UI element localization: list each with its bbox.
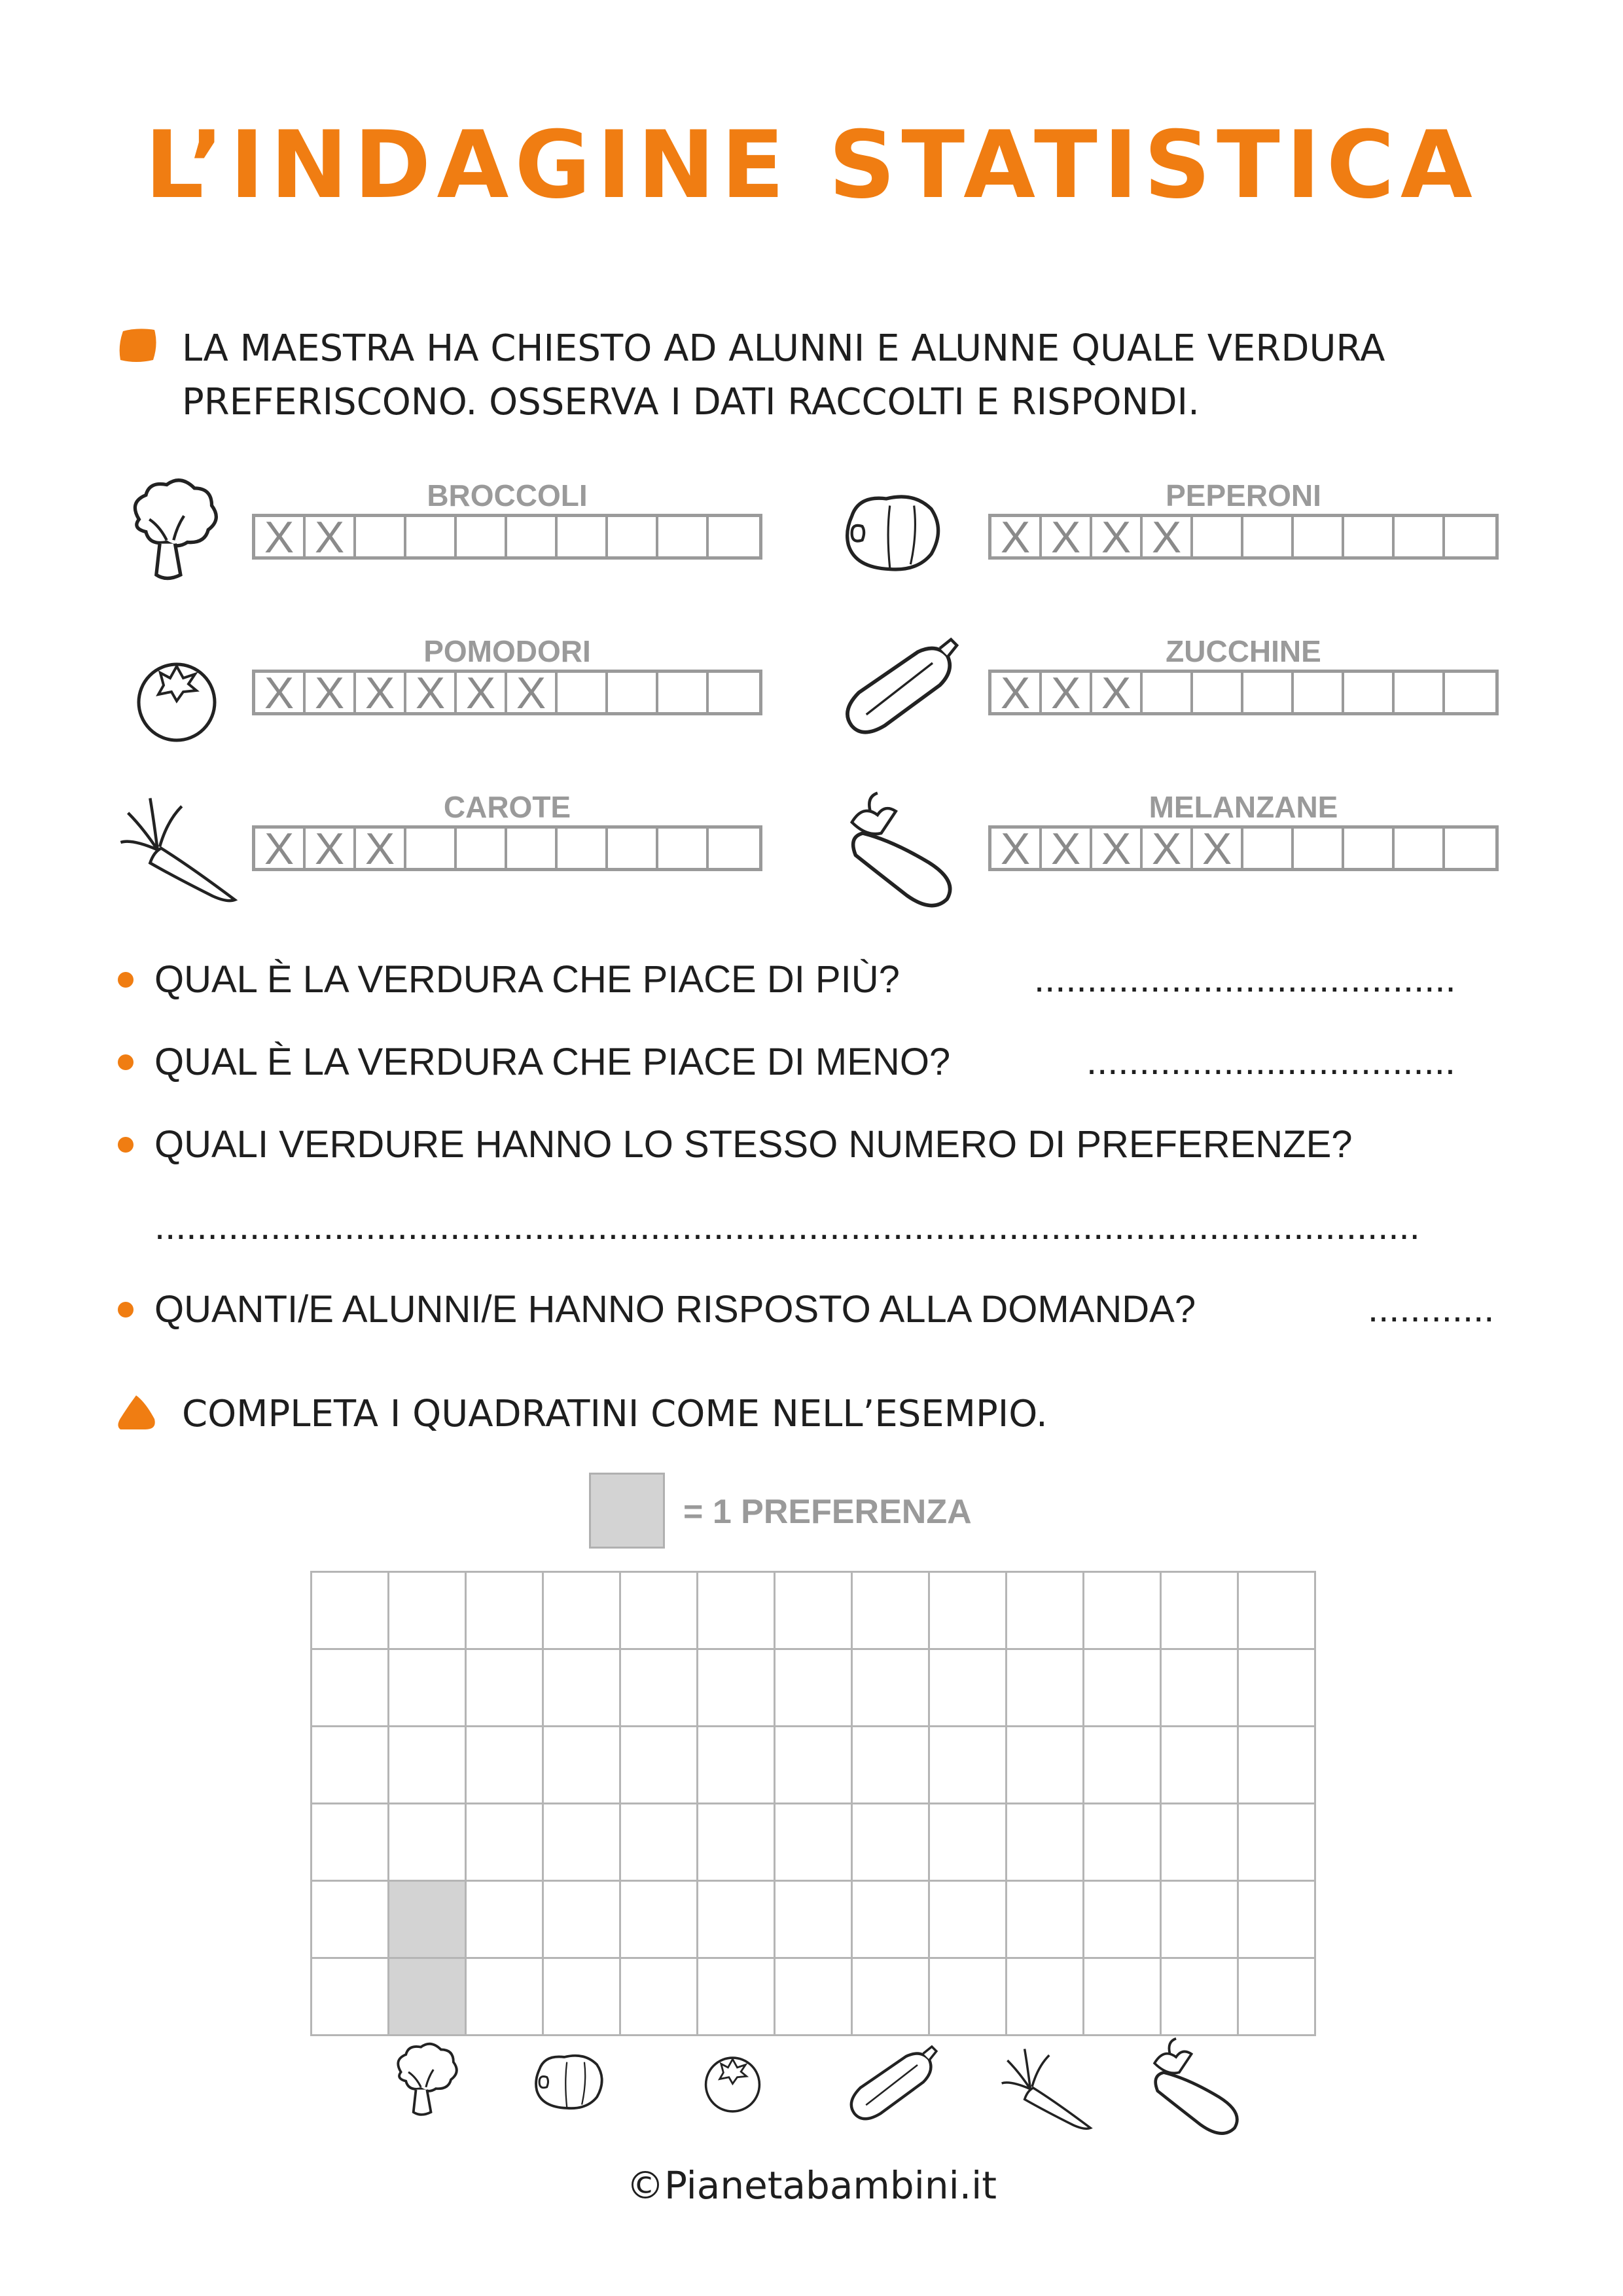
tally-cell[interactable] [608, 517, 658, 556]
grid-cell[interactable] [1084, 1804, 1162, 1882]
question-text: QUANTI/E ALUNNI/E HANNO RISPOSTO ALLA DOMANDA? [154, 1288, 1196, 1331]
grid-cell[interactable] [621, 1804, 698, 1882]
question-text: QUALI VERDURE HANNO LO STESSO NUMERO DI PREFERENZE? [154, 1123, 1353, 1166]
tally-cell[interactable]: X [991, 517, 1042, 556]
grid-cell[interactable] [698, 1650, 776, 1727]
grid-cell[interactable] [389, 1727, 467, 1804]
grid-cell[interactable] [621, 1727, 698, 1804]
veg-label: ZUCCHINE [1166, 634, 1321, 668]
grid-cell[interactable] [1007, 1650, 1084, 1727]
tally-cell[interactable] [1193, 673, 1243, 712]
grid-cell[interactable] [467, 1573, 544, 1650]
tally-cell[interactable]: X [255, 829, 306, 868]
bar-grid [310, 1571, 1316, 2036]
grid-cell[interactable] [853, 1650, 930, 1727]
tally-cell[interactable] [1193, 517, 1243, 556]
tally-cell[interactable] [406, 517, 457, 556]
question-text: QUAL È LA VERDURA CHE PIACE DI MENO? [154, 1041, 951, 1083]
grid-cell[interactable] [621, 1650, 698, 1727]
tally-cell[interactable]: X [1092, 829, 1143, 868]
carrot-icon [111, 789, 255, 907]
tally-cell[interactable] [1294, 517, 1344, 556]
grid-cell[interactable] [312, 1727, 389, 1804]
grid-cell[interactable] [389, 1804, 467, 1882]
grid-cell[interactable] [853, 1727, 930, 1804]
grid-cell[interactable] [1084, 1650, 1162, 1727]
grid-cell[interactable] [698, 1573, 776, 1650]
grid-cell[interactable] [776, 1804, 853, 1882]
tally-cell[interactable] [558, 829, 608, 868]
grid-cell[interactable] [1162, 1959, 1239, 2036]
section-marker-icon [116, 1393, 158, 1432]
grid-cell[interactable] [312, 1882, 389, 1959]
tally-cell[interactable]: X [1092, 673, 1143, 712]
grid-cell[interactable] [930, 1959, 1007, 2036]
answer-line[interactable]: ........................................................................................................................ [154, 1205, 1420, 1247]
tally-cell[interactable] [1445, 517, 1495, 556]
instruction-line-1: LA MAESTRA HA CHIESTO AD ALUNNI E ALUNNE QUALE VERDURA [182, 327, 1385, 370]
grid-cell[interactable] [389, 1959, 467, 2036]
tomato-icon [696, 2045, 774, 2124]
grid-cell[interactable] [544, 1573, 621, 1650]
broccoli-icon [111, 478, 229, 596]
tally-cell[interactable]: X [1143, 517, 1193, 556]
tally-cell[interactable] [709, 517, 759, 556]
tally-cell[interactable]: X [1143, 829, 1193, 868]
tally-cell[interactable]: X [306, 517, 356, 556]
grid-cell[interactable] [776, 1573, 853, 1650]
grid-cell[interactable] [1084, 1727, 1162, 1804]
grid-cell[interactable] [698, 1882, 776, 1959]
grid-cell[interactable] [853, 1882, 930, 1959]
grid-cell[interactable] [1007, 1959, 1084, 2036]
question-text: QUAL È LA VERDURA CHE PIACE DI PIÙ? [154, 958, 900, 1001]
grid-cell[interactable] [1084, 1959, 1162, 2036]
grid-cell[interactable] [853, 1573, 930, 1650]
tally-cell[interactable] [1395, 517, 1445, 556]
grid-cell[interactable] [853, 1959, 930, 2036]
tally-cell[interactable] [1445, 673, 1495, 712]
eggplant-icon [1142, 2036, 1253, 2140]
tally-cell[interactable] [1395, 829, 1445, 868]
veg-label: PEPERONI [1166, 478, 1321, 512]
grid-cell[interactable] [1084, 1882, 1162, 1959]
tally-cell[interactable] [658, 673, 709, 712]
tally-cell[interactable]: X [1042, 673, 1092, 712]
grid-cell[interactable] [930, 1804, 1007, 1882]
grid-cell[interactable] [1239, 1573, 1316, 1650]
tally-cell[interactable] [1294, 829, 1344, 868]
broccoli-icon [381, 2042, 466, 2127]
tally-cell[interactable] [558, 517, 608, 556]
grid-cell[interactable] [1162, 1650, 1239, 1727]
tally-cell[interactable] [709, 673, 759, 712]
tally-cell[interactable]: X [991, 829, 1042, 868]
tally-cell[interactable] [1243, 673, 1294, 712]
zucchini-icon [839, 2042, 950, 2134]
grid-cell[interactable] [1007, 1882, 1084, 1959]
grid-cell[interactable] [776, 1882, 853, 1959]
tally-melanzane [988, 824, 1499, 874]
tally-cell[interactable]: X [1042, 829, 1092, 868]
bullet-icon [118, 1054, 134, 1070]
tally-cell[interactable]: X [1042, 517, 1092, 556]
tally-cell[interactable] [457, 517, 507, 556]
tally-cell[interactable]: X [356, 673, 406, 712]
tally-cell[interactable] [709, 829, 759, 868]
grid-cell[interactable] [930, 1727, 1007, 1804]
tally-cell[interactable]: X [356, 829, 406, 868]
answer-line[interactable]: ................................... [1086, 1040, 1455, 1083]
grid-cell[interactable] [389, 1882, 467, 1959]
grid-cell[interactable] [776, 1727, 853, 1804]
tally-cell[interactable] [507, 829, 558, 868]
legend-square [589, 1473, 665, 1549]
tally-cell[interactable] [558, 673, 608, 712]
tally-cell[interactable]: X [991, 673, 1042, 712]
instruction-line-2: PREFERISCONO. OSSERVA I DATI RACCOLTI E RISPONDI. [182, 381, 1200, 423]
tally-cell[interactable] [1445, 829, 1495, 868]
grid-cell[interactable] [853, 1804, 930, 1882]
instruction-complete: COMPLETA I QUADRATINI COME NELL’ESEMPIO. [182, 1393, 1048, 1435]
tally-cell[interactable] [1344, 517, 1395, 556]
grid-cell[interactable] [389, 1573, 467, 1650]
grid-cell[interactable] [467, 1650, 544, 1727]
tally-cell[interactable] [356, 517, 406, 556]
grid-cell[interactable] [621, 1573, 698, 1650]
grid-cell[interactable] [621, 1959, 698, 2036]
grid-cell[interactable] [1084, 1573, 1162, 1650]
tally-cell[interactable] [1344, 673, 1395, 712]
grid-cell[interactable] [1162, 1727, 1239, 1804]
grid-cell[interactable] [467, 1882, 544, 1959]
grid-cell[interactable] [621, 1882, 698, 1959]
bullet-icon [118, 1302, 134, 1318]
grid-cell[interactable] [389, 1650, 467, 1727]
tally-cell[interactable]: X [255, 517, 306, 556]
grid-cell[interactable] [467, 1804, 544, 1882]
tally-cell[interactable] [1294, 673, 1344, 712]
grid-cell[interactable] [1239, 1804, 1316, 1882]
tally-cell[interactable]: X [406, 673, 457, 712]
grid-cell[interactable] [698, 1727, 776, 1804]
tally-cell[interactable] [1243, 829, 1294, 868]
grid-cell[interactable] [1239, 1959, 1316, 2036]
grid-cell[interactable] [544, 1882, 621, 1959]
grid-cell[interactable] [1162, 1573, 1239, 1650]
grid-cell[interactable] [776, 1650, 853, 1727]
tally-cell[interactable]: X [1193, 829, 1243, 868]
tally-cell[interactable] [1395, 673, 1445, 712]
tally-cell[interactable] [608, 829, 658, 868]
section-marker-icon [118, 327, 158, 364]
grid-cell[interactable] [312, 1804, 389, 1882]
bullet-icon [118, 972, 134, 988]
grid-cell[interactable] [544, 1959, 621, 2036]
grid-cell[interactable] [467, 1727, 544, 1804]
answer-line[interactable]: ............ [1368, 1287, 1495, 1330]
tally-cell[interactable] [658, 829, 709, 868]
grid-cell[interactable] [1162, 1882, 1239, 1959]
carrot-icon [995, 2042, 1106, 2134]
grid-cell[interactable] [698, 1959, 776, 2036]
grid-cell[interactable] [930, 1882, 1007, 1959]
tally-cell[interactable]: X [306, 673, 356, 712]
pepper-icon [524, 2042, 615, 2127]
grid-cell[interactable] [930, 1650, 1007, 1727]
grid-cell[interactable] [930, 1573, 1007, 1650]
grid-cell[interactable] [544, 1727, 621, 1804]
grid-cell[interactable] [1239, 1882, 1316, 1959]
veg-label: POMODORI [423, 634, 591, 668]
grid-cell[interactable] [312, 1650, 389, 1727]
tally-cell[interactable]: X [255, 673, 306, 712]
grid-cell[interactable] [1007, 1804, 1084, 1882]
tally-cell[interactable]: X [1092, 517, 1143, 556]
tally-zucchine [988, 668, 1499, 718]
tally-cell[interactable] [1344, 829, 1395, 868]
eggplant-icon [831, 789, 975, 914]
tally-cell[interactable]: X [507, 673, 558, 712]
tally-peperoni [988, 514, 1499, 560]
tally-carote [252, 824, 762, 874]
tally-pomodori [252, 668, 762, 718]
grid-cell[interactable] [776, 1959, 853, 2036]
veg-label: CAROTE [443, 790, 571, 824]
grid-cell[interactable] [312, 1959, 389, 2036]
tomato-icon [124, 647, 236, 758]
grid-cell[interactable] [1007, 1727, 1084, 1804]
tally-cell[interactable] [1243, 517, 1294, 556]
grid-cell[interactable] [467, 1959, 544, 2036]
tally-broccoli [252, 514, 762, 560]
veg-label: BROCCOLI [427, 478, 588, 512]
tally-cell[interactable] [507, 517, 558, 556]
grid-cell[interactable] [1239, 1650, 1316, 1727]
grid-cell[interactable] [312, 1573, 389, 1650]
grid-cell[interactable] [1162, 1804, 1239, 1882]
grid-cell[interactable] [544, 1804, 621, 1882]
answer-line[interactable]: ........................................ [1034, 958, 1456, 1000]
bullet-icon [118, 1137, 134, 1153]
pepper-icon [831, 478, 955, 596]
legend-label: = 1 PREFERENZA [683, 1493, 972, 1531]
tally-cell[interactable] [658, 517, 709, 556]
tally-cell[interactable] [457, 829, 507, 868]
grid-cell[interactable] [1239, 1727, 1316, 1804]
tally-cell[interactable]: X [457, 673, 507, 712]
tally-cell[interactable] [608, 673, 658, 712]
grid-cell[interactable] [1007, 1573, 1084, 1650]
veg-label: MELANZANE [1149, 790, 1338, 824]
page-title: L’INDAGINE STATISTICA [145, 111, 1478, 219]
grid-cell[interactable] [698, 1804, 776, 1882]
copyright-footer: ©Pianetabambini.it [626, 2163, 997, 2208]
tally-cell[interactable]: X [306, 829, 356, 868]
tally-cell[interactable] [406, 829, 457, 868]
tally-cell[interactable] [1143, 673, 1193, 712]
grid-cell[interactable] [544, 1650, 621, 1727]
zucchini-icon [831, 634, 975, 751]
